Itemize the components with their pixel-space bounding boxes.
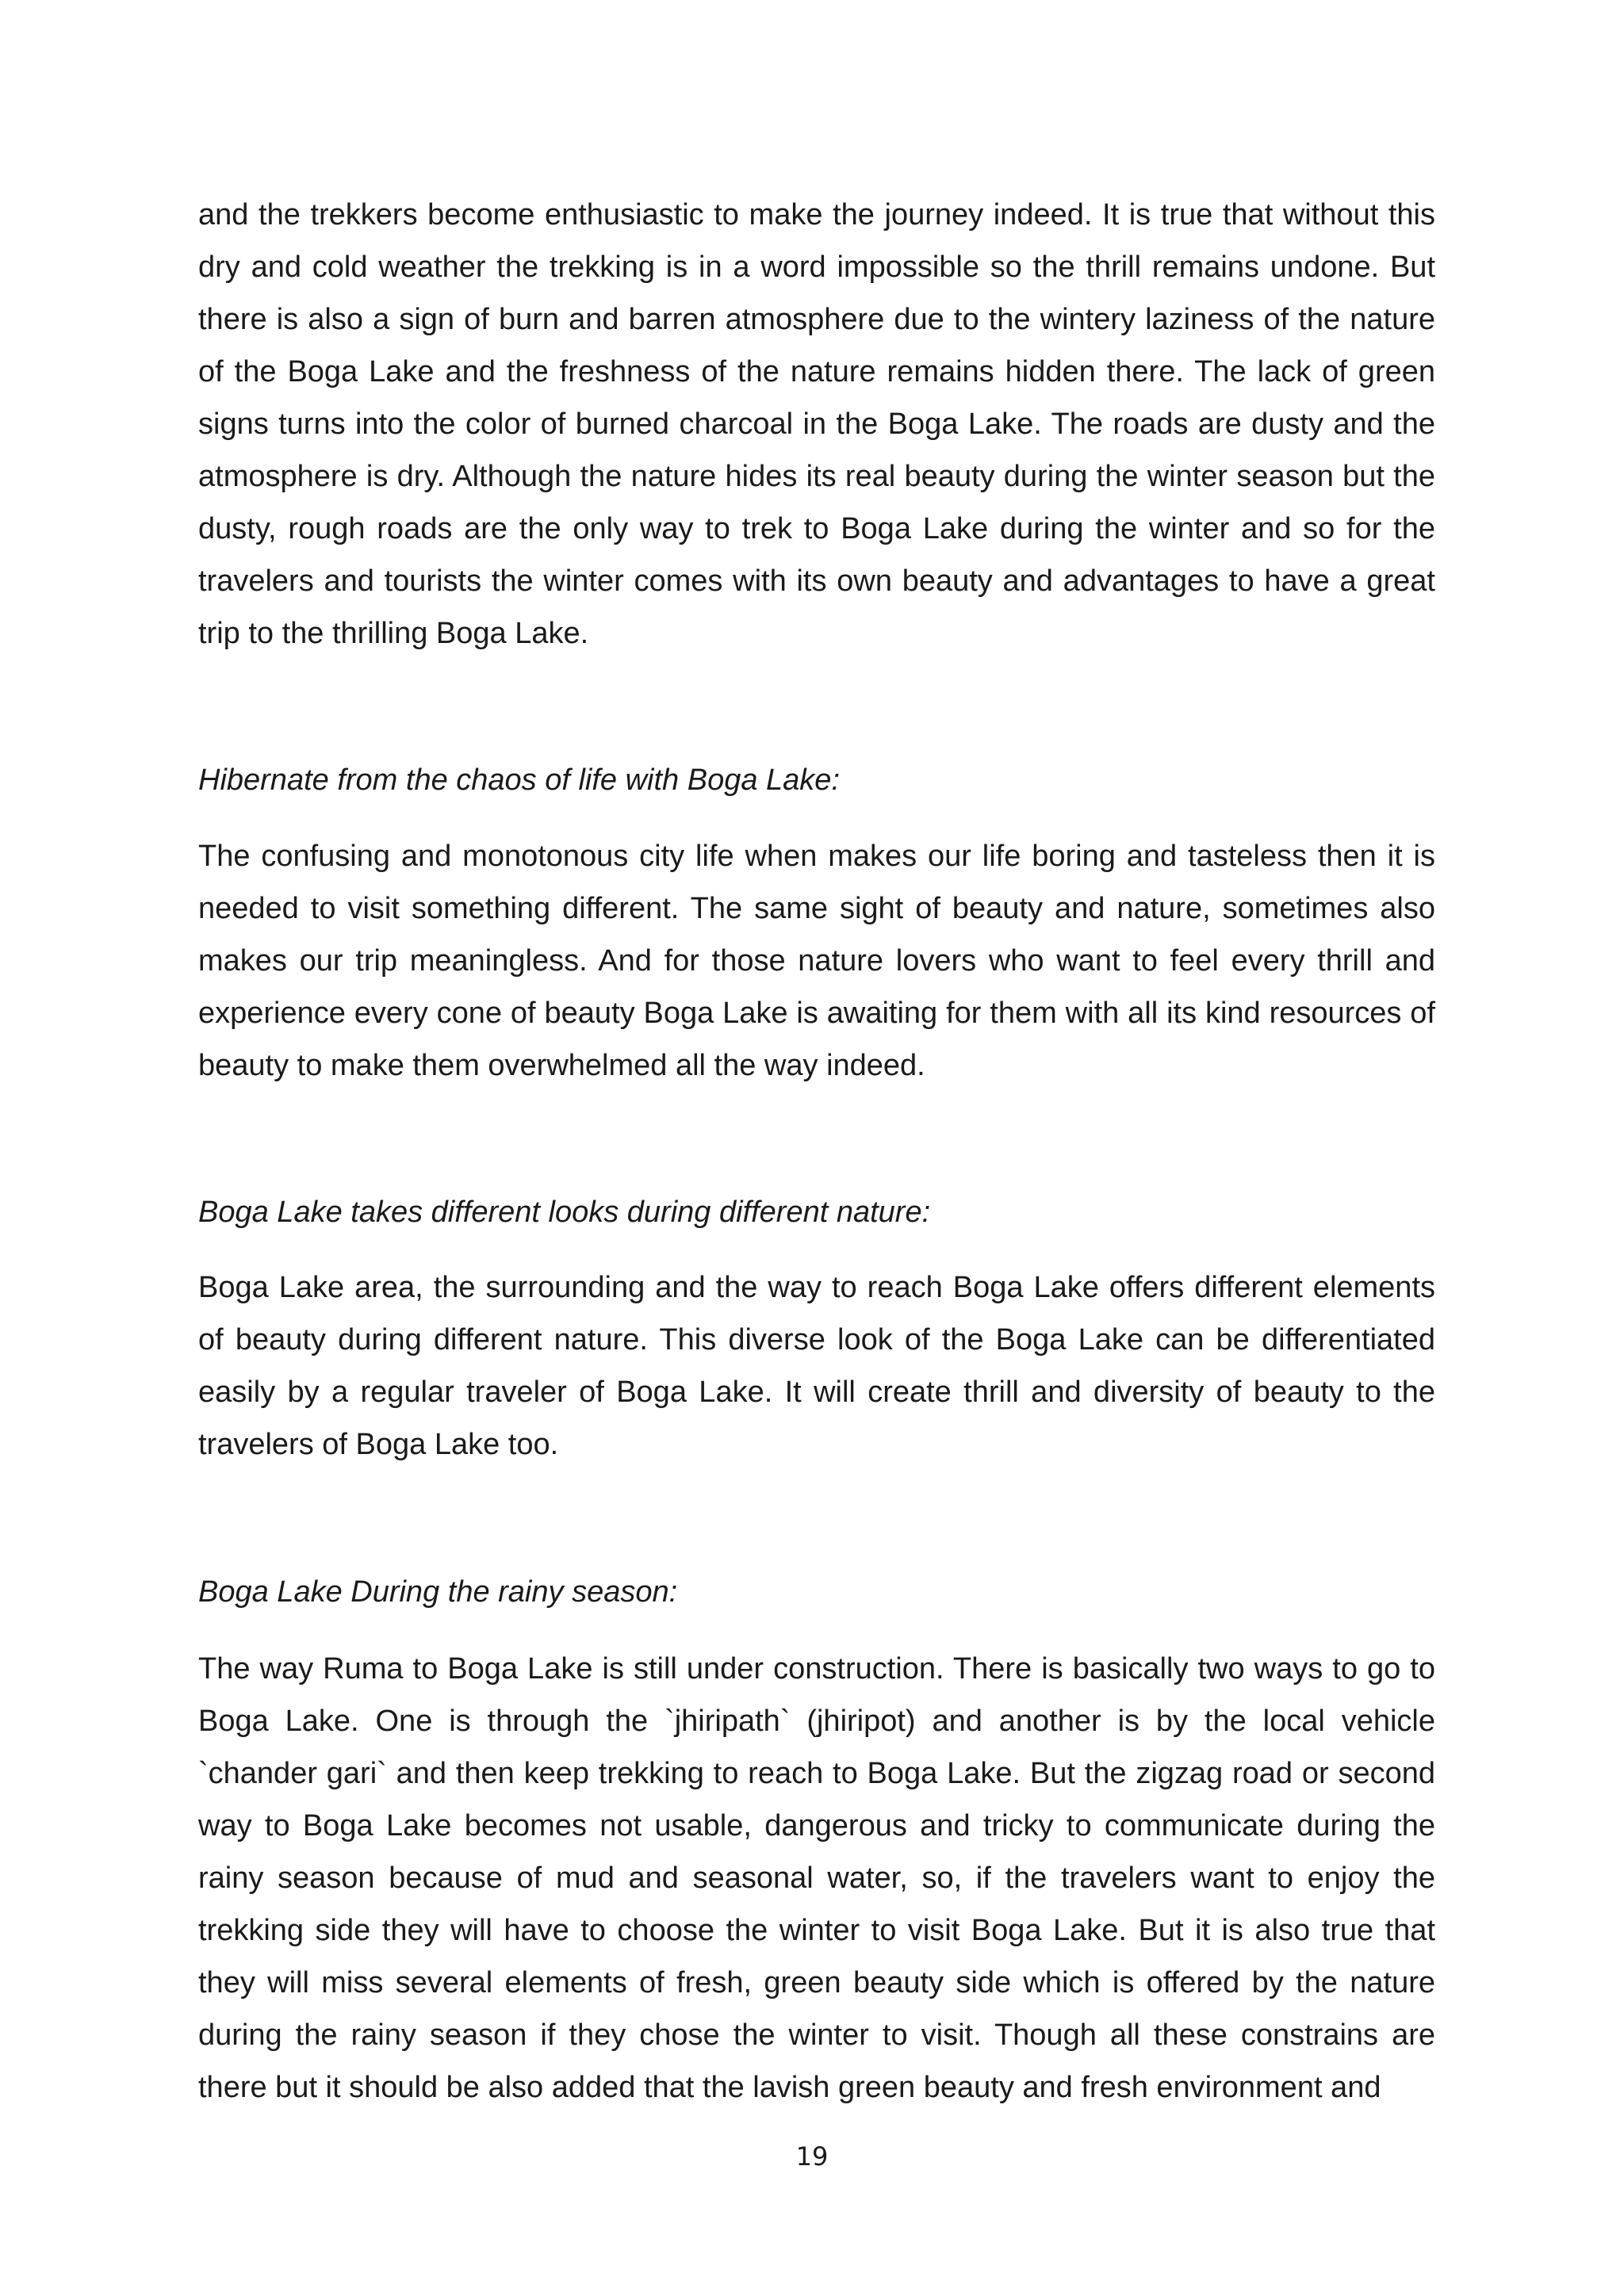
section-heading-different-looks: Boga Lake takes different looks during different nature:	[198, 1196, 931, 1229]
paragraph-city-life: The confusing and monotonous city life when makes our life boring and tasteless then it is needed to visit something different. The same sight of beauty and nature, sometimes also makes our trip meaningless. And for those nature lovers who want to feel every thrill and experience every cone of beauty Boga Lake is awaiting for them with all its kind resources of beauty to make them overwhelmed all the way indeed.	[198, 840, 1435, 1082]
paragraph-diverse-look: Boga Lake area, the surrounding and the way to reach Boga Lake offers different elements of beauty during different nature. This diverse look of the Boga Lake can be differentiated easily by a regular traveler of Boga Lake. It will create thrill and diversity of beauty to the travelers of Boga Lake too.	[198, 1271, 1435, 1461]
paragraph-rainy-season: The way Ruma to Boga Lake is still under construction. There is basically two ways to go to Boga Lake. One is through the `jhiripath` (jhiripot) and another is by the local vehicle `chander gari` and then keep trekking to reach to Boga Lake. But the zigzag road or second way to Boga Lake becomes not usable, dangerous and tricky to communicate during the rainy season because of mud and seasonal water, so, if the travelers want to enjoy the trekking side they will have to choose the winter to visit Boga Lake. But it is also true that they will miss several elements of fresh, green beauty side which is offered by the nature during the rainy season if they chose the winter to visit. Though all these constrains are there but it should be also added that the lavish green beauty and fresh environment and	[198, 1652, 1435, 2104]
paragraph-winter-trekking: and the trekkers become enthusiastic to make the journey indeed. It is true that without this dry and cold weather the trekking is in a word impossible so the thrill remains undone. But there is also a sign of burn and barren atmosphere due to the wintery laziness of the nature of the Boga Lake and the freshness of the nature remains hidden there. The lack of green signs turns into the color of burned charcoal in the Boga Lake. The roads are dusty and the atmosphere is dry. Although the nature hides its real beauty during the winter season but the dusty, rough roads are the only way to trek to Boga Lake during the winter and so for the travelers and tourists the winter comes with its own beauty and advantages to have a great trip to the thrilling Boga Lake.	[198, 198, 1435, 650]
section-heading-hibernate: Hibernate from the chaos of life with Boga Lake:	[198, 763, 841, 797]
page-number: 19	[795, 2141, 829, 2172]
section-heading-rainy-season: Boga Lake During the rainy season:	[198, 1575, 678, 1609]
